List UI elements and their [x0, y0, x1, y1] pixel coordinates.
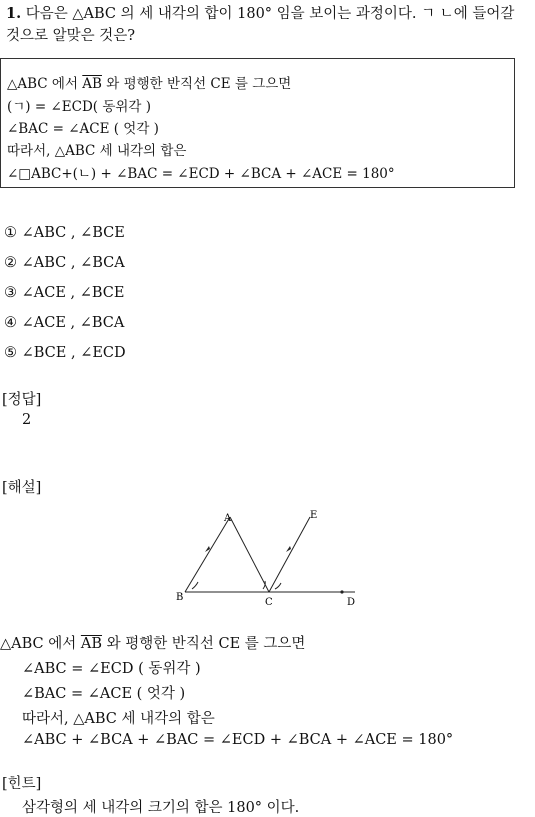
angle-mark-c2	[275, 583, 281, 589]
angle-mark-b	[192, 582, 198, 589]
hint-header: [힌트]	[2, 776, 42, 792]
side-ab	[185, 517, 230, 592]
side-ac	[230, 517, 269, 592]
label-e: E	[310, 510, 318, 521]
question-number: 1.	[6, 5, 22, 22]
option-mark: ②	[4, 255, 17, 271]
triangle-figure	[170, 505, 370, 607]
question-line-2: 것으로 알맞은 것은?	[6, 28, 136, 44]
solution-line-1: △ABC 에서 $\overline{AB}$ 와 평행한 반직선 CE 를 그으면	[0, 636, 306, 652]
ray-ce	[269, 517, 310, 592]
label-d: D	[347, 597, 356, 607]
option-3[interactable]	[4, 285, 125, 301]
question-text: 다음은 △ABC 의 세 내각의 합이 180° 임을 보이는 과정이다. ㄱ ㄴ에 들어갈	[25, 6, 515, 22]
option-mark: ③	[4, 285, 17, 301]
answer-value: 2	[22, 412, 32, 428]
option-text: ∠ACE , ∠BCA	[21, 315, 125, 331]
hint-text: 삼각형의 세 내각의 크기의 합은 180° 이다.	[22, 800, 300, 816]
solution-line-3: ∠BAC = ∠ACE ( 엇각 )	[22, 686, 186, 702]
option-text: ∠ABC , ∠BCA	[21, 255, 125, 271]
proof-line-1: △ABC 에서 $\overline{AB}$ 와 평행한 반직선 CE 를 그으면	[7, 76, 292, 92]
answer-header: [정답]	[2, 392, 42, 408]
solution-line-2: ∠ABC = ∠ECD ( 동위각 )	[22, 661, 201, 677]
segment-ab: $\overline{AB}$	[80, 636, 103, 652]
option-mark: ①	[4, 225, 17, 241]
label-b: B	[176, 592, 184, 603]
option-text: ∠ACE , ∠BCE	[21, 285, 125, 301]
proof-line-4: 따라서, △ABC 세 내각의 합은	[7, 143, 187, 159]
option-1[interactable]	[4, 225, 125, 241]
option-mark: ⑤	[4, 345, 17, 361]
proof-line-5: ∠□ABC+(ㄴ) + ∠BAC = ∠ECD + ∠BCA + ∠ACE = 180°	[7, 166, 395, 182]
label-c: C	[265, 597, 273, 607]
option-mark: ④	[4, 315, 17, 331]
option-text: ∠BCE , ∠ECD	[21, 345, 126, 361]
proof-box	[0, 58, 515, 188]
solution-line-4: 따라서, △ABC 세 내각의 합은	[22, 711, 215, 727]
segment-ab: $\overline{AB}$	[82, 76, 102, 92]
option-text: ∠ABC , ∠BCE	[21, 225, 125, 241]
label-a: A	[224, 513, 232, 524]
proof-line-3: ∠BAC = ∠ACE ( 엇각 )	[7, 121, 159, 137]
option-2[interactable]	[4, 255, 125, 271]
parallel-arrow-ce	[286, 546, 291, 552]
question-line-1	[6, 2, 514, 23]
point-d	[340, 590, 343, 593]
proof-line-2: (ㄱ) = ∠ECD( 동위각 )	[7, 99, 152, 115]
solution-line-5: ∠ABC + ∠BCA + ∠BAC = ∠ECD + ∠BCA + ∠ACE = 180°	[22, 732, 454, 748]
solution-header: [해설]	[2, 480, 42, 496]
option-5[interactable]	[4, 345, 126, 361]
option-4[interactable]	[4, 315, 124, 331]
